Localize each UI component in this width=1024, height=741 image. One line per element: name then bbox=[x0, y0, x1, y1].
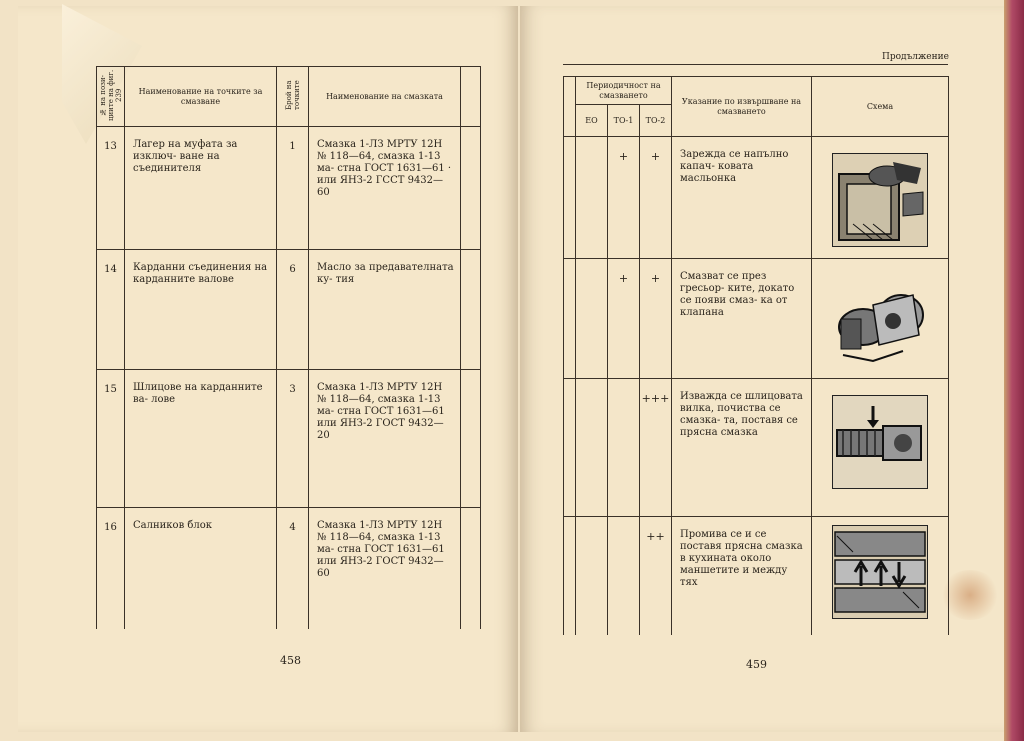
left-page-number: 458 bbox=[280, 654, 301, 667]
lubricant-name: Смазка 1-ЛЗ МРТУ 12Н № 118—64, смазка 1-13 ма- стна ГОСТ 1631—61 или ЯНЗ-2 ГОСТ 9432—20 bbox=[317, 382, 445, 441]
lubricant-name: Смазка 1-ЛЗ МРТУ 12Н № 118—64, смазка 1-13 ма- стна ГОСТ 1631—61 или ЯНЗ-2 ГОСТ 9432—60 bbox=[317, 520, 445, 579]
header-blank bbox=[564, 77, 576, 137]
point-count: 4 bbox=[277, 508, 309, 629]
table-row bbox=[564, 379, 949, 517]
table-row bbox=[564, 517, 949, 635]
instruction-text: Промива се и се поставя прясна смазка в кухината около маншетите и между тях bbox=[680, 529, 803, 588]
point-name: Салников блок bbox=[133, 520, 213, 531]
table-row bbox=[97, 127, 481, 250]
continuation-rule bbox=[563, 64, 948, 65]
point-count: 3 bbox=[277, 370, 309, 508]
right-lubrication-table bbox=[563, 76, 949, 635]
header-point-count: Брой на точките bbox=[277, 67, 309, 127]
table-row bbox=[564, 259, 949, 379]
header-to1: ТО-1 bbox=[608, 105, 640, 137]
to1-mark bbox=[608, 379, 640, 517]
eo-mark bbox=[576, 259, 608, 379]
to2-mark: +++ bbox=[640, 379, 672, 517]
cardan-joint-icon bbox=[833, 275, 927, 367]
instruction-text: Смазват се през гресьор- ките, докато се появи смаз- ка от клапана bbox=[680, 271, 795, 318]
eo-mark bbox=[576, 517, 608, 635]
point-count: 6 bbox=[277, 250, 309, 370]
instruction-text: Зарежда се напълно капач- ковата масльонка bbox=[680, 149, 789, 184]
header-periodicity: Периодичност на смазването bbox=[576, 77, 672, 105]
point-name: Карданни съединения на карданните валове bbox=[133, 262, 268, 285]
grease-cup-icon bbox=[832, 153, 928, 247]
header-point-name: Наименование на точките за смазване bbox=[125, 67, 277, 127]
header-instructions: Указание по извършване на смазването bbox=[672, 77, 812, 137]
point-name: Шлицове на карданните ва- лове bbox=[133, 382, 263, 405]
lubricant-name: Масло за предавателната ку- тия bbox=[317, 262, 454, 285]
to1-mark: + bbox=[608, 137, 640, 259]
header-blank bbox=[461, 67, 481, 127]
header-lubricant-name: Наименование на смазката bbox=[309, 67, 461, 127]
point-count: 1 bbox=[277, 127, 309, 250]
header-scheme: Схема bbox=[812, 77, 949, 137]
instruction-text: Изважда се шлицовата вилка, почиства се смазка- та, поставя се прясна смазка bbox=[680, 391, 803, 438]
table-row bbox=[97, 250, 481, 370]
row-number: 14 bbox=[97, 250, 125, 370]
table-row bbox=[97, 508, 481, 629]
eo-mark bbox=[576, 379, 608, 517]
header-to2: ТО-2 bbox=[640, 105, 672, 137]
seal-block-icon bbox=[832, 525, 928, 619]
table-row bbox=[564, 137, 949, 259]
book-cover-edge bbox=[1004, 0, 1024, 741]
to2-mark: + bbox=[640, 259, 672, 379]
to2-mark: + bbox=[640, 137, 672, 259]
lubricant-name: Смазка 1-ЛЗ МРТУ 12Н № 118—64, смазка 1-13 ма- стна ГОСТ 1631—61 · или ЯНЗ-2 ГССТ 9432—60 bbox=[317, 139, 452, 198]
header-eo: ЕО bbox=[576, 105, 608, 137]
to1-mark bbox=[608, 517, 640, 635]
spline-shaft-icon bbox=[832, 395, 928, 489]
left-lubrication-table bbox=[96, 66, 481, 629]
point-name: Лагер на муфата за изключ- ване на съединителя bbox=[133, 139, 238, 174]
to2-mark: ++ bbox=[640, 517, 672, 635]
row-number: 16 bbox=[97, 508, 125, 629]
right-page-number: 459 bbox=[746, 658, 767, 671]
to1-mark: + bbox=[608, 259, 640, 379]
row-number: 15 bbox=[97, 370, 125, 508]
row-number: 13 bbox=[97, 127, 125, 250]
table-row bbox=[97, 370, 481, 508]
paper-stain bbox=[940, 570, 1000, 620]
eo-mark bbox=[576, 137, 608, 259]
continuation-label: Продължение bbox=[882, 52, 949, 62]
header-position-number: № на пози- циите на фиг. 239 bbox=[97, 67, 125, 127]
